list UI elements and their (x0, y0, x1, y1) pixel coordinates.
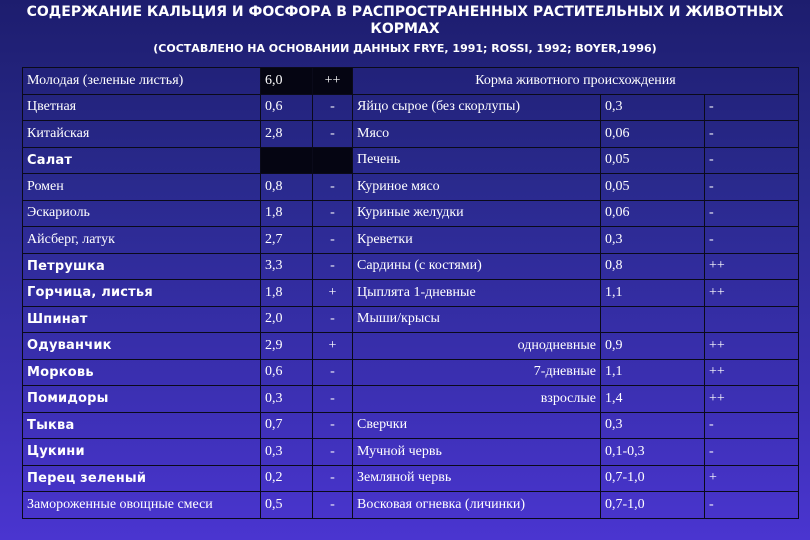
plant-name-cell: Тыква (23, 412, 261, 439)
table-row (23, 94, 799, 121)
animal-sign-cell: - (705, 439, 799, 466)
plant-name-cell: Петрушка (23, 253, 261, 280)
plant-ratio-cell: 0,6 (261, 359, 313, 386)
animal-sign-cell: - (705, 121, 799, 148)
plant-sign-cell: - (313, 200, 353, 227)
plant-ratio-cell: 0,8 (261, 174, 313, 201)
plant-sign-cell: ++ (313, 68, 353, 95)
plant-ratio-cell: 2,0 (261, 306, 313, 333)
animal-name-cell: Креветки (353, 227, 601, 254)
plant-sign-cell: + (313, 333, 353, 360)
plant-name-cell: Горчица, листья (23, 280, 261, 307)
plant-sign-cell: + (313, 280, 353, 307)
table-row (23, 174, 799, 201)
plant-name-cell: Цветная (23, 94, 261, 121)
animal-sign-cell: ++ (705, 359, 799, 386)
plant-name-cell: Айсберг, латук (23, 227, 261, 254)
plant-ratio-cell: 0,2 (261, 465, 313, 492)
table-row (23, 492, 799, 519)
animal-name-cell: 7-дневные (353, 359, 601, 386)
animal-sign-cell: + (705, 465, 799, 492)
plant-name-cell: Ромен (23, 174, 261, 201)
plant-sign-cell: - (313, 253, 353, 280)
plant-sign-cell: - (313, 227, 353, 254)
animal-header-cell: Корма животного происхождения (353, 68, 799, 95)
plant-sign-cell: - (313, 306, 353, 333)
plant-name-cell: Эскариоль (23, 200, 261, 227)
table-row (23, 200, 799, 227)
animal-ratio-cell (601, 306, 705, 333)
table-row (23, 412, 799, 439)
table-row (23, 227, 799, 254)
plant-sign-cell: - (313, 94, 353, 121)
plant-ratio-cell: 6,0 (261, 68, 313, 95)
table-row (23, 439, 799, 466)
plant-ratio-cell: 0,6 (261, 94, 313, 121)
page-title: СОДЕРЖАНИЕ КАЛЬЦИЯ И ФОСФОРА В РАСПРОСТРАНЕННЫХ РАСТИТЕЛЬНЫХ И ЖИВОТНЫХ КОРМАХ (26, 4, 784, 37)
animal-ratio-cell: 0,9 (601, 333, 705, 360)
plant-name-cell: Помидоры (23, 386, 261, 413)
animal-ratio-cell: 0,05 (601, 147, 705, 174)
plant-ratio-cell: 2,8 (261, 121, 313, 148)
plant-sign-cell (313, 147, 353, 174)
animal-ratio-cell: 1,1 (601, 359, 705, 386)
plant-sign-cell: - (313, 439, 353, 466)
plant-sign-cell: - (313, 174, 353, 201)
animal-sign-cell: - (705, 94, 799, 121)
animal-ratio-cell: 1,1 (601, 280, 705, 307)
animal-ratio-cell: 0,7-1,0 (601, 465, 705, 492)
table-row (23, 121, 799, 148)
animal-sign-cell: ++ (705, 253, 799, 280)
animal-ratio-cell: 0,3 (601, 412, 705, 439)
animal-ratio-cell: 0,06 (601, 121, 705, 148)
animal-ratio-cell: 0,1-0,3 (601, 439, 705, 466)
page-subtitle: (СОСТАВЛЕНО НА ОСНОВАНИИ ДАННЫХ FRYE, 1991; ROSSI, 1992; BOYER,1996) (153, 42, 657, 55)
plant-name-cell: Молодая (зеленые листья) (23, 68, 261, 95)
animal-name-cell: Мучной червь (353, 439, 601, 466)
animal-name-cell: Куриные желудки (353, 200, 601, 227)
animal-sign-cell: ++ (705, 280, 799, 307)
table-row (23, 386, 799, 413)
table-row (23, 465, 799, 492)
animal-name-cell: Восковая огневка (личинки) (353, 492, 601, 519)
plant-name-cell: Китайская (23, 121, 261, 148)
animal-sign-cell: ++ (705, 333, 799, 360)
animal-name-cell: Земляной червь (353, 465, 601, 492)
table-row (23, 359, 799, 386)
plant-sign-cell: - (313, 386, 353, 413)
plant-ratio-cell: 1,8 (261, 280, 313, 307)
animal-ratio-cell: 0,05 (601, 174, 705, 201)
plant-ratio-cell: 0,5 (261, 492, 313, 519)
animal-sign-cell: - (705, 200, 799, 227)
plant-name-cell: Морковь (23, 359, 261, 386)
animal-sign-cell: - (705, 227, 799, 254)
animal-ratio-cell: 0,3 (601, 94, 705, 121)
plant-name-cell: Замороженные овощные смеси (23, 492, 261, 519)
animal-name-cell: Куриное мясо (353, 174, 601, 201)
animal-name-cell: Мясо (353, 121, 601, 148)
table-row (23, 306, 799, 333)
animal-sign-cell: - (705, 174, 799, 201)
plant-name-cell: Перец зеленый (23, 465, 261, 492)
table-row (23, 280, 799, 307)
animal-ratio-cell: 1,4 (601, 386, 705, 413)
animal-name-cell: Цыплята 1-дневные (353, 280, 601, 307)
plant-ratio-cell: 0,3 (261, 386, 313, 413)
table-row (23, 147, 799, 174)
animal-name-cell: Печень (353, 147, 601, 174)
plant-ratio-cell: 3,3 (261, 253, 313, 280)
plant-ratio-cell: 1,8 (261, 200, 313, 227)
animal-name-cell: Сверчки (353, 412, 601, 439)
plant-ratio-cell: 0,3 (261, 439, 313, 466)
plant-name-cell: Цукини (23, 439, 261, 466)
table-row (23, 253, 799, 280)
animal-ratio-cell: 0,7-1,0 (601, 492, 705, 519)
plant-sign-cell: - (313, 465, 353, 492)
animal-sign-cell: ++ (705, 386, 799, 413)
animal-sign-cell: - (705, 492, 799, 519)
table-row (23, 333, 799, 360)
plant-name-cell: Салат (23, 147, 261, 174)
animal-name-cell: Сардины (с костями) (353, 253, 601, 280)
plant-ratio-cell: 2,9 (261, 333, 313, 360)
animal-name-cell: Мыши/крысы (353, 306, 601, 333)
animal-sign-cell: - (705, 147, 799, 174)
animal-sign-cell (705, 306, 799, 333)
plant-name-cell: Одуванчик (23, 333, 261, 360)
animal-sign-cell: - (705, 412, 799, 439)
plant-ratio-cell (261, 147, 313, 174)
animal-ratio-cell: 0,06 (601, 200, 705, 227)
plant-sign-cell: - (313, 359, 353, 386)
plant-ratio-cell: 2,7 (261, 227, 313, 254)
animal-name-cell: однодневные (353, 333, 601, 360)
plant-ratio-cell: 0,7 (261, 412, 313, 439)
plant-sign-cell: - (313, 412, 353, 439)
plant-sign-cell: - (313, 121, 353, 148)
animal-name-cell: Яйцо сырое (без скорлупы) (353, 94, 601, 121)
animal-ratio-cell: 0,8 (601, 253, 705, 280)
table-row (23, 68, 799, 95)
animal-name-cell: взрослые (353, 386, 601, 413)
plant-sign-cell: - (313, 492, 353, 519)
plant-name-cell: Шпинат (23, 306, 261, 333)
calcium-phosphorus-table (22, 67, 799, 519)
animal-ratio-cell: 0,3 (601, 227, 705, 254)
